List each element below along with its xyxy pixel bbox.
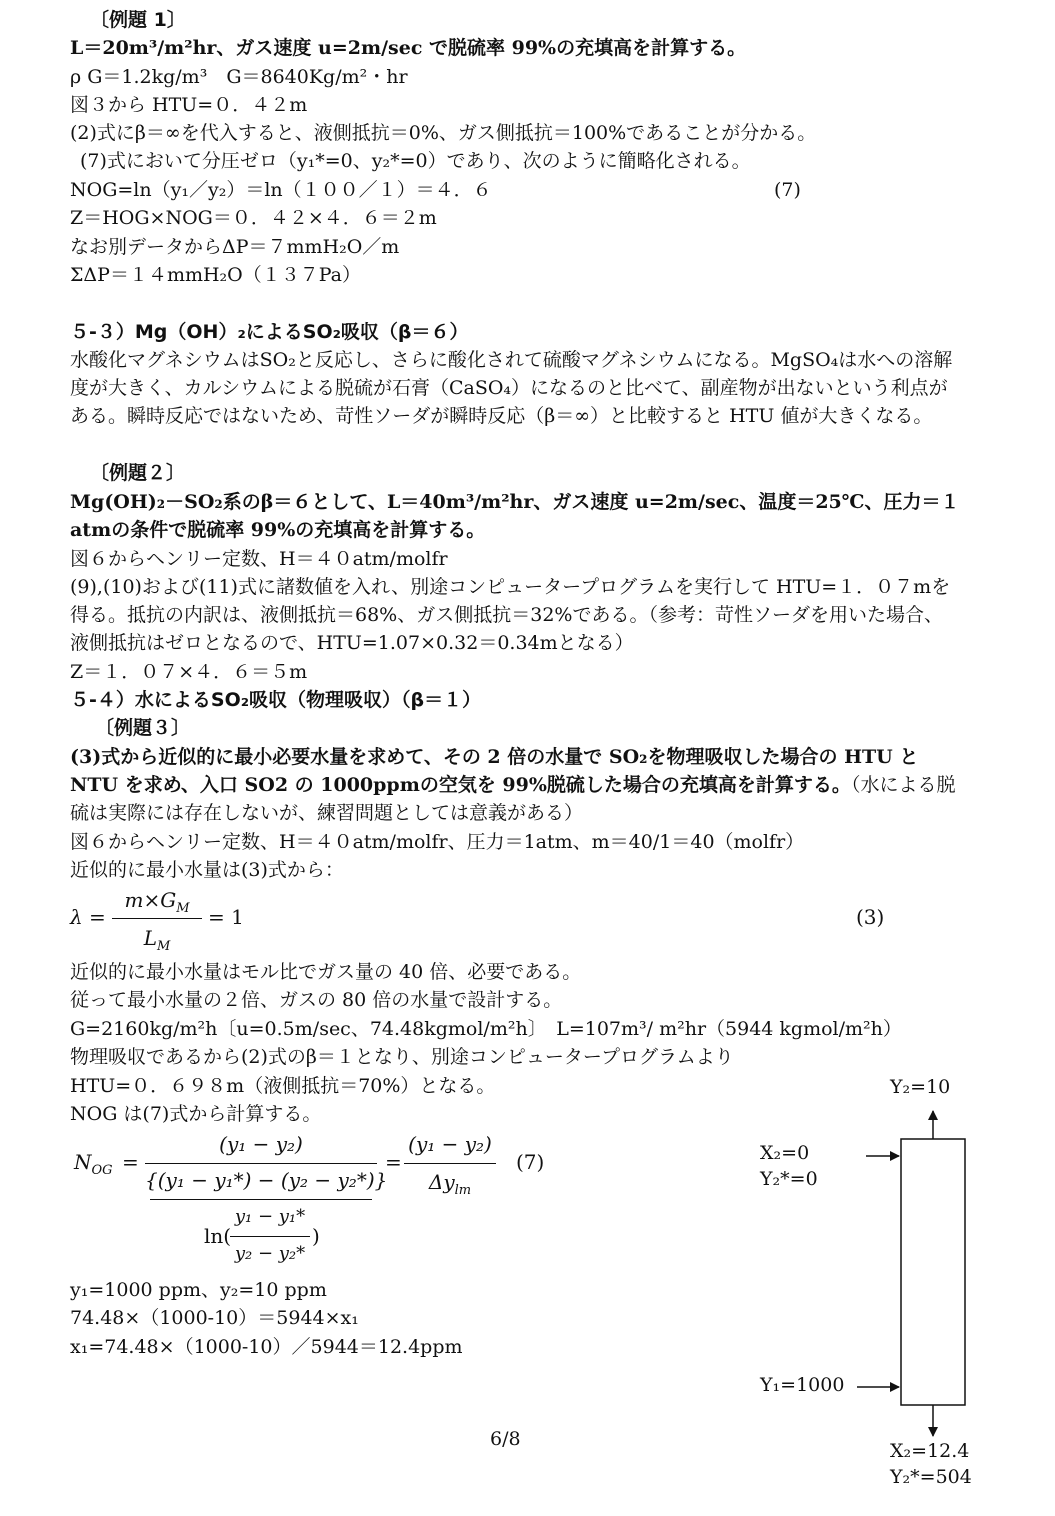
- example3-line: 74.48×（1000-10）＝5944×x₁: [70, 1307, 359, 1329]
- eq7-equals: =: [122, 1150, 139, 1174]
- eq7-lhs-sub: OG: [91, 1163, 113, 1178]
- eq7-numerator: (y₁ − y₂): [219, 1132, 303, 1156]
- bottom-outlet-y-star-label: Y₂*=504: [890, 1466, 972, 1488]
- eq3-rhs: = 1: [208, 905, 244, 929]
- example1-line: NOG=ln（y₁／y₂）＝ln（１００／１）＝４．６: [70, 179, 492, 201]
- eq7-ln-close: ): [312, 1224, 320, 1248]
- eq3-num-text: m×G: [124, 888, 177, 912]
- eq7-numerator-2: (y₁ − y₂): [408, 1132, 492, 1156]
- eq7-den2-sub: lm: [454, 1183, 472, 1198]
- example2-heading: 〔例題２〕: [90, 462, 186, 484]
- example3-line: G=2160kg/m²h〔u=0.5m/sec、74.48kgmol/m²h〕 L=107m³/ m²hr（5944 kgmol/m²h）: [70, 1018, 902, 1040]
- example1-line: (2)式にβ＝∞を代入すると、液側抵抗＝0%、ガス側抵抗＝100%であることが分かる。: [70, 122, 817, 144]
- section-5-3-paragraph: 水酸化マグネシウムはSO₂と反応し、さらに酸化されて硫酸マグネシウムになる。MgSO₄は水への溶解度が大きく、カルシウムによる脱硫が石膏（CaSO₄）になるのと比べて、副産物が出ないという利点がある。瞬時反応ではないため、苛性ソーダが瞬時反応（β＝∞）と比較すると HTU 値が大きくなる。: [70, 349, 953, 427]
- example3-line: 近似的に最小水量は(3)式から：: [70, 859, 344, 881]
- eq7-lhs-text: N: [74, 1150, 92, 1174]
- eq7-denominator: {(y₁ − y₁*) − (y₂ − y₂*)}: [145, 1168, 388, 1192]
- example3-line: 図６からヘンリー定数、H＝４０atm/molfr、圧力＝1atm、m＝40/1＝40（molfr）: [70, 831, 805, 853]
- example3-line: 近似的に最小水量はモル比でガス量の 40 倍、必要である。: [70, 961, 582, 983]
- equation-ref: (7): [774, 179, 801, 201]
- eq7-ln: ln(: [204, 1224, 232, 1248]
- top-outlet-label: Y₂=10: [890, 1076, 951, 1098]
- liquid-inlet-y-star-label: Y₂*=0: [760, 1168, 818, 1190]
- section-heading-5-3: ５-３）Mg（OH）₂によるSO₂吸収（β＝６）: [70, 321, 469, 343]
- eq7-ln-numerator: y₁ − y₁*: [234, 1206, 306, 1227]
- example1-line: 図３から HTU=０．４２m: [70, 94, 308, 116]
- example3-problem-note: （水による脱硫は実際には存在しないが、練習問題としては意義がある）: [70, 774, 956, 824]
- example2-line: 図６からヘンリー定数、H＝４０atm/molfr: [70, 548, 448, 570]
- column-body: [901, 1139, 965, 1405]
- example1-heading: 〔例題 1〕: [90, 9, 186, 31]
- section-heading-5-4: ５-４）水によるSO₂吸収（物理吸収）（β＝１）: [70, 689, 482, 711]
- example3-line: NOG は(7)式から計算する。: [70, 1103, 322, 1125]
- eq3-num-sub: M: [176, 901, 190, 916]
- example1-problem: L＝20m³/m²hr、ガス速度 u=2m/sec で脱硫率 99%の充填高を計算する。: [70, 37, 747, 59]
- example1-line: Z＝HOG×NOG＝０．４２×４．６＝２m: [70, 207, 437, 229]
- example2-paragraph: (9),(10)および(11)式に諸数値を入れ、別途コンピュータープログラムを実行して HTU=１．０７mを得る。抵抗の内訳は、液側抵抗＝68%、ガス側抵抗＝32%である。（参考：苛性ソーダを用いた場合、液側抵抗はゼロとなるので、HTU=1.07×0.32＝0.34mとなる）: [70, 576, 951, 654]
- example3-line: x₁=74.48×（1000-10）／5944＝12.4ppm: [70, 1336, 463, 1358]
- eq3-ref: (3): [856, 905, 885, 929]
- gas-inlet-label: Y₁=1000: [760, 1374, 845, 1396]
- example3-line: y₁=1000 ppm、y₂=10 ppm: [70, 1279, 327, 1301]
- eq3-den-sub: M: [156, 939, 171, 954]
- example2-problem: Mg(OH)₂－SO₂系のβ＝６として、L＝40m³/m²hr、ガス速度 u=2m/sec、温度＝25℃、圧力＝１atmの条件で脱硫率 99%の充填高を計算する。: [70, 491, 960, 541]
- example1-line: ΣΔP＝１４mmH₂O（１３７Pa）: [70, 264, 361, 286]
- liquid-inlet-label: X₂=0: [760, 1142, 810, 1164]
- example1-line: なお別データからΔP＝７mmH₂O／m: [70, 236, 400, 258]
- example3-line: 従って最小水量の２倍、ガスの 80 倍の水量で設計する。: [70, 989, 563, 1011]
- eq3-den-text: L: [143, 926, 157, 950]
- eq7-ref: (7): [516, 1150, 545, 1174]
- example2-line: Z＝１．０７×４．６＝５m: [70, 661, 308, 683]
- example3-heading: 〔例題３〕: [95, 717, 191, 739]
- eq7-ln-denominator: y₂ − y₂*: [234, 1243, 306, 1264]
- eq7-den2-text: Δy: [428, 1170, 455, 1194]
- example1-line: (7)式において分圧ゼロ（y₁*=0、y₂*=0）であり、次のように簡略化される。: [80, 150, 751, 172]
- eq7-equals-2: =: [385, 1150, 402, 1174]
- page-number: 6/8: [490, 1428, 521, 1450]
- example3-line: HTU=０．６９８m（液側抵抗＝70%）となる。: [70, 1075, 496, 1097]
- eq3-lhs: λ =: [70, 905, 106, 929]
- example3-line: 物理吸収であるから(2)式のβ＝１となり、別途コンピュータープログラムより: [70, 1046, 734, 1068]
- example3-problem-bold: (3)式から近似的に最小必要水量を求めて、その 2 倍の水量で SO₂を物理吸収した場合の HTU と NTU を求め、入口 SO2 の 1000ppmの空気を 99%脱硫した場合の充填高を計算する。: [70, 746, 919, 796]
- bottom-outlet-label: X₂=12.4: [890, 1440, 970, 1462]
- example1-line: ρ G＝1.2kg/m³ G＝8640Kg/m²・hr: [70, 66, 408, 88]
